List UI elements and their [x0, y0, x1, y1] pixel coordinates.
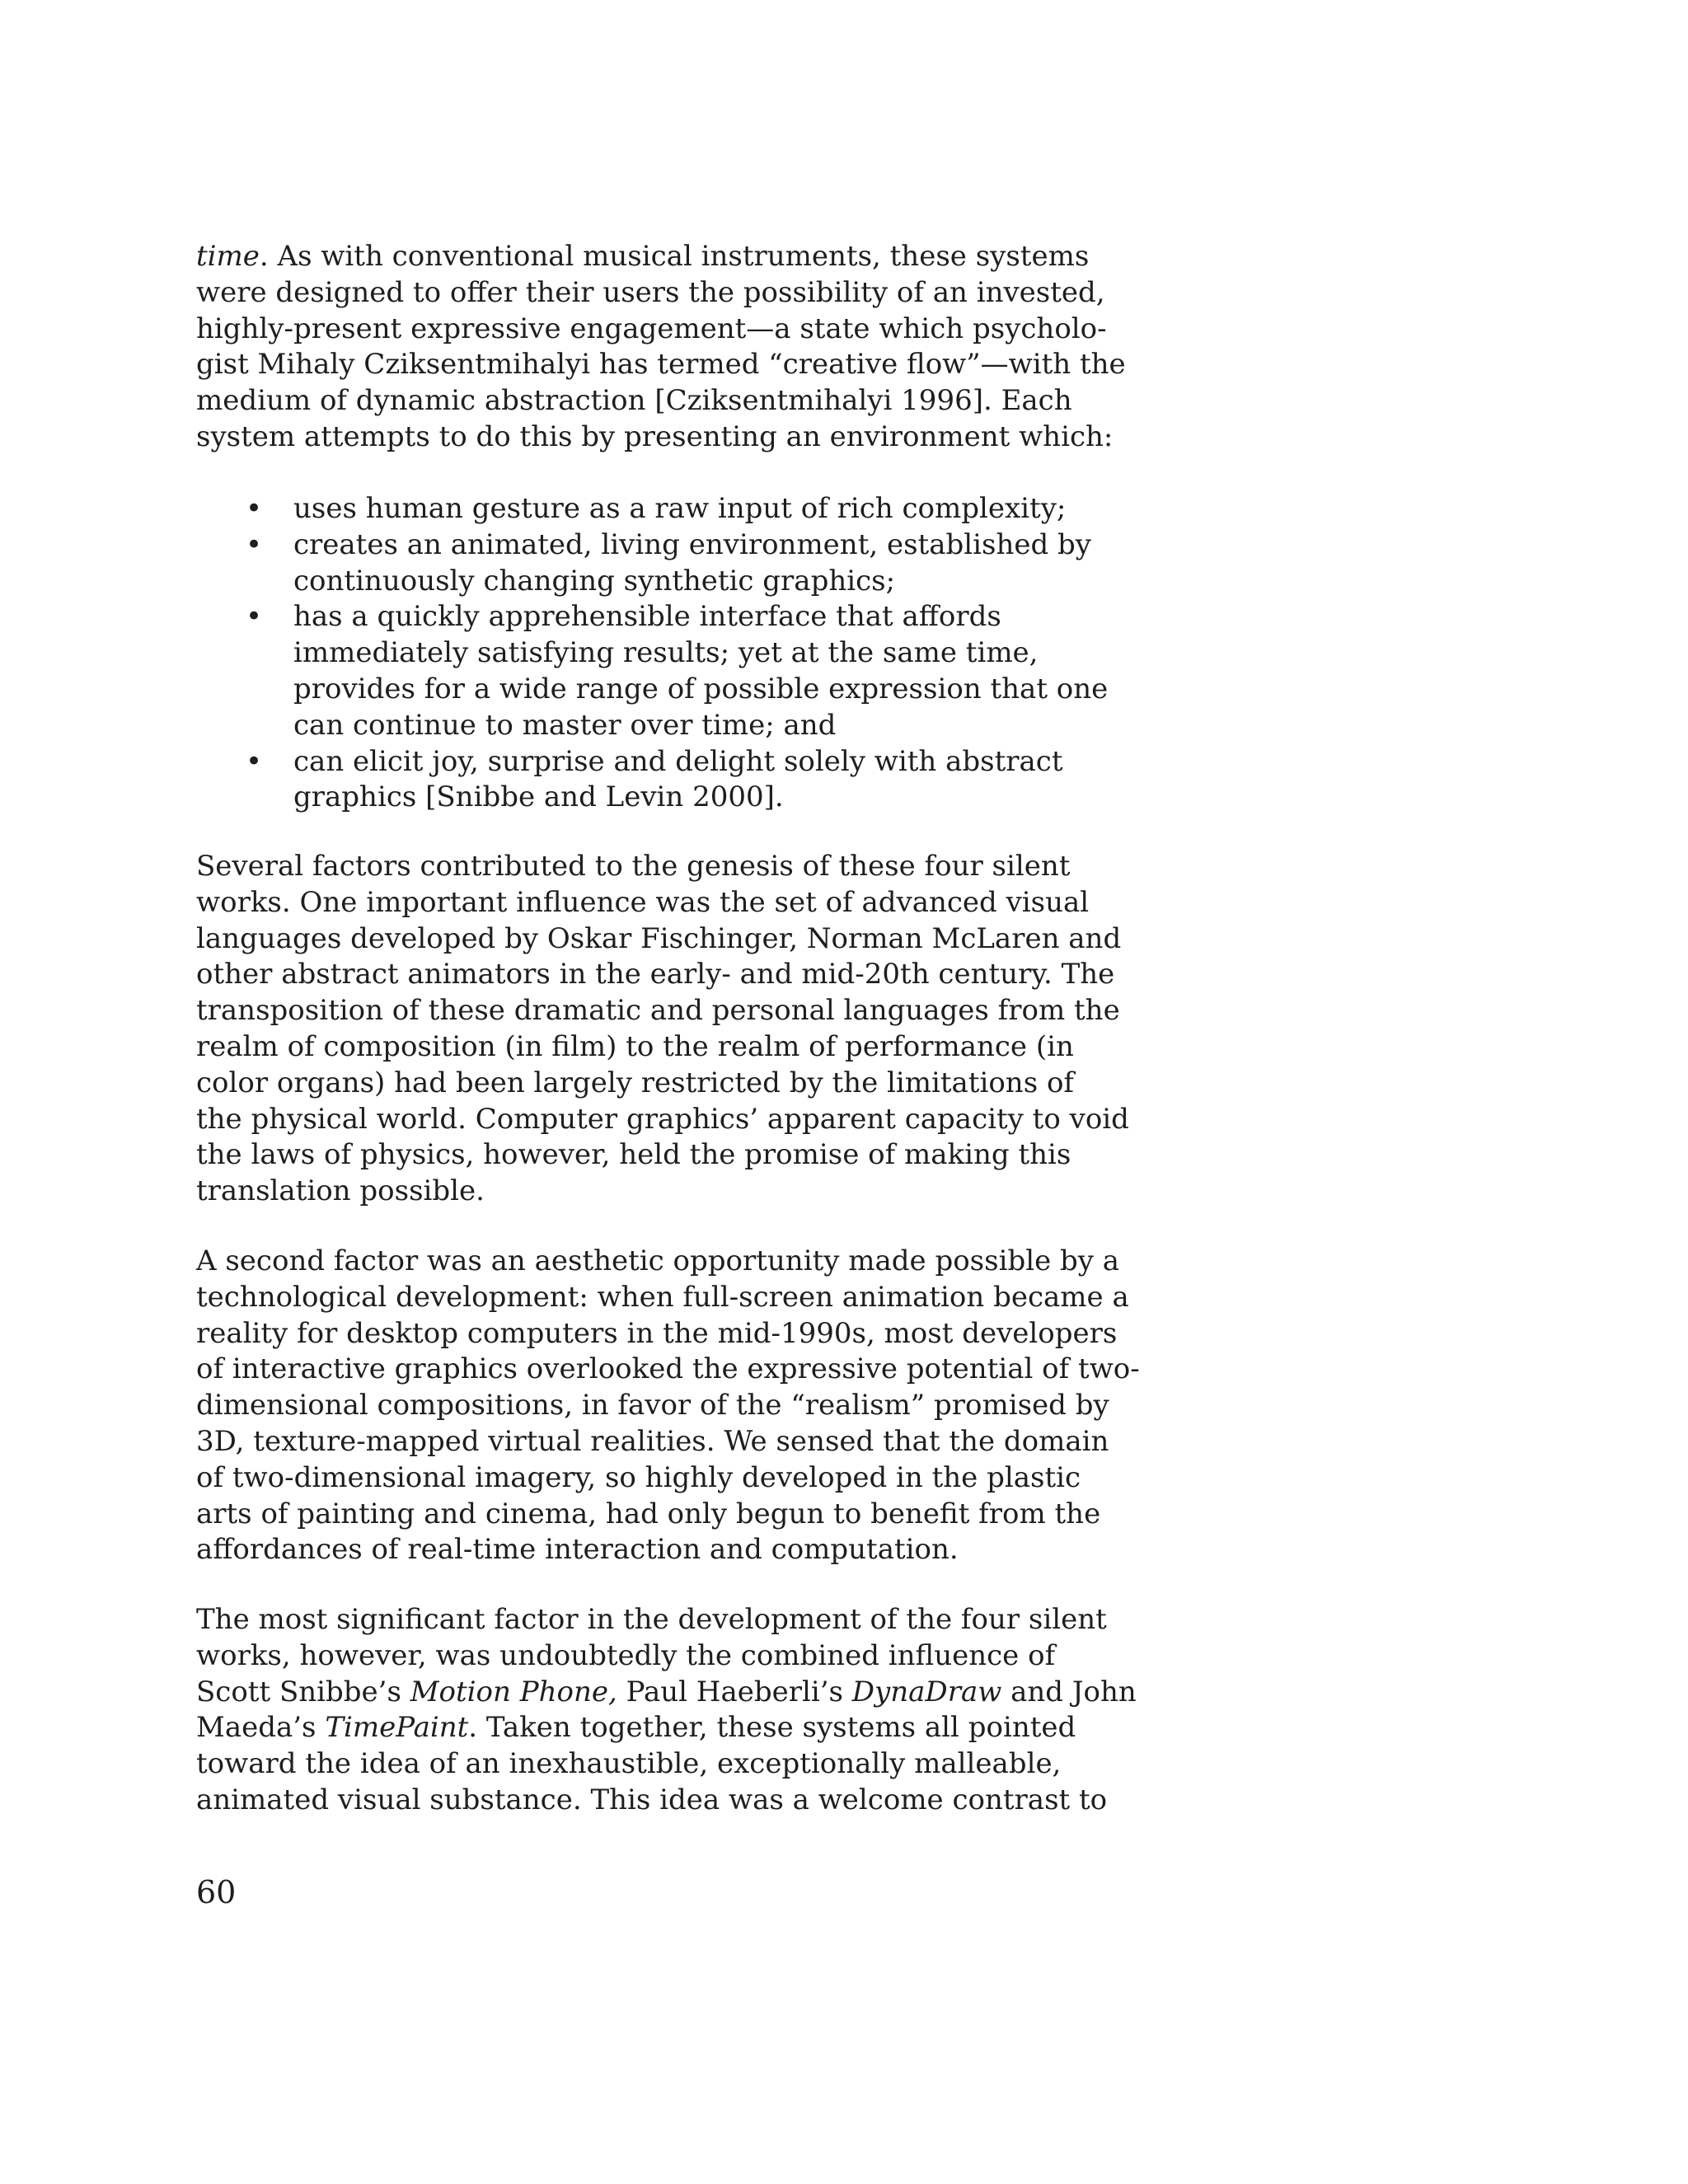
list-item: [196, 527, 1092, 600]
text-line: technological development: when full-screen animation became a: [196, 1280, 1129, 1314]
text-line: works, however, was undoubtedly the combined influence of: [196, 1638, 1056, 1672]
text-line: Maeda’s TimePaint. Taken together, these systems all pointed: [196, 1711, 1076, 1745]
paragraph-intro: [196, 239, 1126, 456]
text-line: system attempts to do this by presenting an environment which:: [196, 419, 1114, 453]
list-item: [196, 599, 1109, 743]
text-line: arts of painting and cinema, had only begun to benefit from the: [196, 1497, 1101, 1530]
italic-term: time: [196, 240, 260, 273]
paragraph-genesis: [196, 849, 1129, 1210]
text-line: other abstract animators in the early- and mid-20th century. The: [196, 958, 1115, 991]
text-line: can continue to master over time; and: [293, 708, 837, 742]
bullet-icon: •: [246, 527, 263, 561]
text-line: The most significant factor in the development of the four silent: [196, 1603, 1107, 1636]
paragraph-significant-factor: [196, 1602, 1137, 1819]
text-line: translation possible.: [196, 1174, 485, 1208]
text-line: medium of dynamic abstraction [Cziksentmihalyi 1996]. Each: [196, 384, 1072, 418]
text-line: can elicit joy, surprise and delight solely with abstract: [293, 744, 1063, 778]
text-line: affordances of real-time interaction and computation.: [196, 1533, 959, 1567]
text-line: dimensional compositions, in favor of the “realism” promised by: [196, 1389, 1109, 1422]
italic-title: Motion Phone,: [410, 1675, 617, 1708]
text-line: of two-dimensional imagery, so highly developed in the plastic: [196, 1460, 1081, 1494]
text-line: creates an animated, living environment, established by: [293, 527, 1092, 561]
text-line: uses human gesture as a raw input of rich complexity;: [293, 492, 1067, 525]
bullet-icon: •: [246, 744, 263, 778]
text-line: Several factors contributed to the genesis of these four silent: [196, 850, 1071, 883]
text-line: graphics [Snibbe and Levin 2000].: [293, 780, 784, 814]
text-line: continuously changing synthetic graphics;: [293, 564, 896, 598]
text-line: transposition of these dramatic and personal languages from the: [196, 994, 1120, 1028]
bullet-icon: •: [246, 492, 263, 525]
text-line: immediately satisfying results; yet at the same time,: [293, 636, 1039, 670]
text-line: of interactive graphics overlooked the expressive potential of two-: [196, 1352, 1140, 1386]
page-number: 60: [196, 1874, 237, 1910]
text-line: has a quickly apprehensible interface that affords: [293, 600, 1001, 634]
text-line: the laws of physics, however, held the promise of making this: [196, 1138, 1071, 1172]
italic-title: TimePaint: [325, 1711, 469, 1745]
text-line: reality for desktop computers in the mid-1990s, most developers: [196, 1316, 1118, 1350]
text-line: A second factor was an aesthetic opportunity made possible by a: [196, 1244, 1120, 1277]
text-line: provides for a wide range of possible expression that one: [293, 672, 1109, 705]
text-line: toward the idea of an inexhaustible, exceptionally malleable,: [196, 1747, 1062, 1781]
list-item: [196, 744, 1063, 817]
text-line: languages developed by Oskar Fischinger, Norman McLaren and: [196, 921, 1122, 955]
bullet-icon: •: [246, 600, 263, 634]
text-line: color organs) had been largely restricted by the limitations of: [196, 1066, 1075, 1099]
text-line: realm of composition (in film) to the realm of performance (in: [196, 1029, 1074, 1063]
paragraph-second-factor: [196, 1244, 1140, 1568]
text-line: animated visual substance. This idea was a welcome contrast to: [196, 1783, 1108, 1816]
text-line: 3D, texture-mapped virtual realities. We sensed that the domain: [196, 1424, 1109, 1458]
text-line: were designed to offer their users the possibility of an invested,: [196, 275, 1105, 309]
text-line: gist Mihaly Cziksentmihalyi has termed “creative flow”—with the: [196, 348, 1126, 382]
text-line: works. One important influence was the set of advanced visual: [196, 885, 1090, 919]
bullet-list: [196, 491, 1109, 816]
text-line: highly-present expressive engagement—a state which psycholo-: [196, 312, 1107, 345]
list-item: [196, 491, 1067, 527]
text-line: the physical world. Computer graphics’ apparent capacity to void: [196, 1102, 1129, 1136]
italic-title: DynaDraw: [851, 1675, 1002, 1708]
text-line: Scott Snibbe’s Motion Phone, Paul Haeberli’s DynaDraw and John: [196, 1675, 1137, 1708]
text-line: time. As with conventional musical instruments, these systems: [196, 240, 1090, 273]
